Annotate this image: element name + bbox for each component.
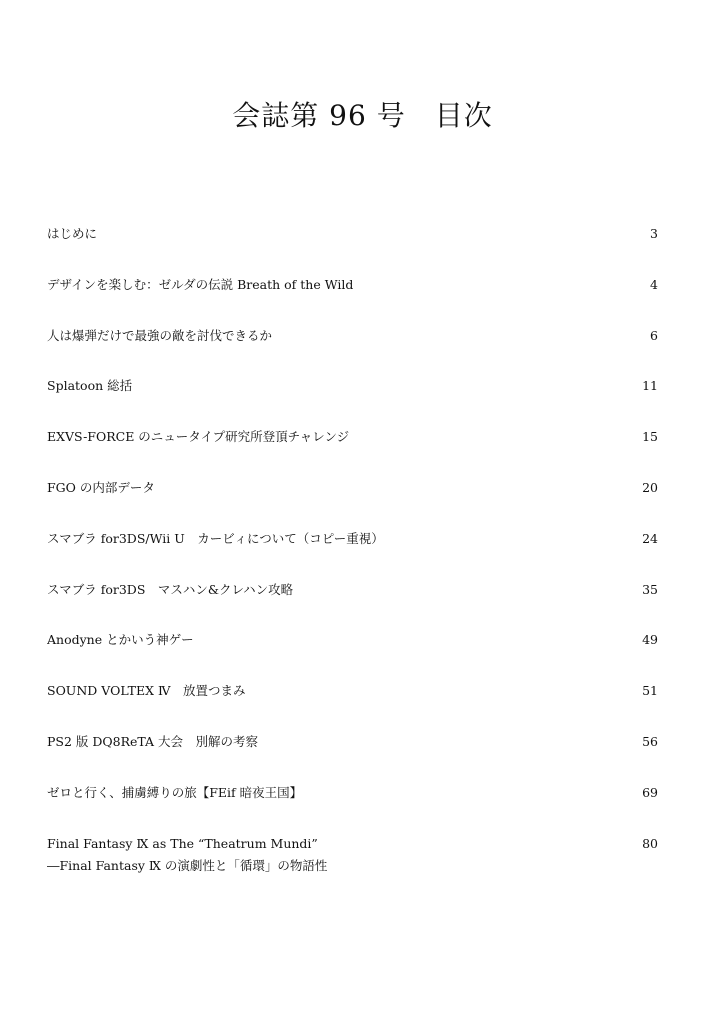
- toc-entry-title: Final Fantasy Ⅸ as The “Theatrum Mundi”: [47, 835, 318, 851]
- toc-entry-page: 24: [642, 530, 658, 546]
- toc-entry-title: Anodyne とかいう神ゲー: [47, 632, 194, 648]
- toc-entry: [47, 834, 658, 885]
- toc-entry: [47, 326, 658, 377]
- toc-entry: [47, 427, 658, 478]
- toc-entry-page: 11: [642, 378, 658, 394]
- toc-entry: [47, 783, 658, 834]
- toc-entry: [47, 681, 658, 732]
- toc-entry-title: デザインを楽しむ：ゼルダの伝説 Breath of the Wild: [47, 276, 354, 292]
- toc-entry-title: スマブラ for3DS/Wii U カービィについて（コピー重視）: [47, 530, 384, 546]
- toc-entry-title: はじめに: [47, 226, 98, 241]
- toc-entry: [47, 376, 658, 427]
- table-of-contents: [47, 224, 658, 884]
- toc-entry-title: SOUND VOLTEX Ⅳ 放置つまみ: [47, 683, 246, 699]
- toc-entry-title: PS2 版 DQ8ReTA 大会 別解の考察: [47, 733, 259, 749]
- toc-entry-page: 3: [650, 226, 658, 241]
- toc-entry-page: 69: [642, 784, 658, 800]
- toc-entry-page: 35: [642, 581, 658, 597]
- toc-entry: [47, 732, 658, 783]
- toc-entry-page: 15: [642, 429, 658, 445]
- toc-entry-page: 4: [650, 276, 658, 292]
- toc-entry-page: 56: [642, 733, 658, 749]
- toc-entry-title: 人は爆弾だけで最強の敵を討伐できるか: [47, 327, 273, 343]
- toc-entry-page: 6: [650, 327, 658, 343]
- toc-entry-page: 51: [642, 683, 658, 699]
- toc-entry-title: FGO の内部データ: [47, 479, 155, 495]
- page-title: 会誌第 96 号 目次: [232, 99, 493, 132]
- toc-entry: [47, 630, 658, 681]
- toc-entry-title: EXVS-FORCE のニュータイプ研究所登頂チャレンジ: [47, 429, 350, 445]
- toc-entry-title: Splatoon 総括: [47, 378, 133, 394]
- toc-entry-page: 20: [642, 479, 658, 495]
- toc-entry-subtitle: ―Final Fantasy Ⅸ の演劇性と「循環」の物語性: [47, 857, 328, 873]
- toc-entry-title: スマブラ for3DS マスハン&クレハン攻略: [47, 581, 294, 597]
- toc-entry-page: 49: [642, 632, 658, 648]
- toc-entry: [47, 529, 658, 580]
- toc-entry: [47, 275, 658, 326]
- toc-entry: [47, 580, 658, 631]
- toc-entry-page: 80: [642, 835, 658, 851]
- toc-entry: [47, 224, 658, 275]
- toc-entry-title: ゼロと行く、捕虜縛りの旅【FEif 暗夜王国】: [47, 784, 303, 800]
- toc-entry: [47, 478, 658, 529]
